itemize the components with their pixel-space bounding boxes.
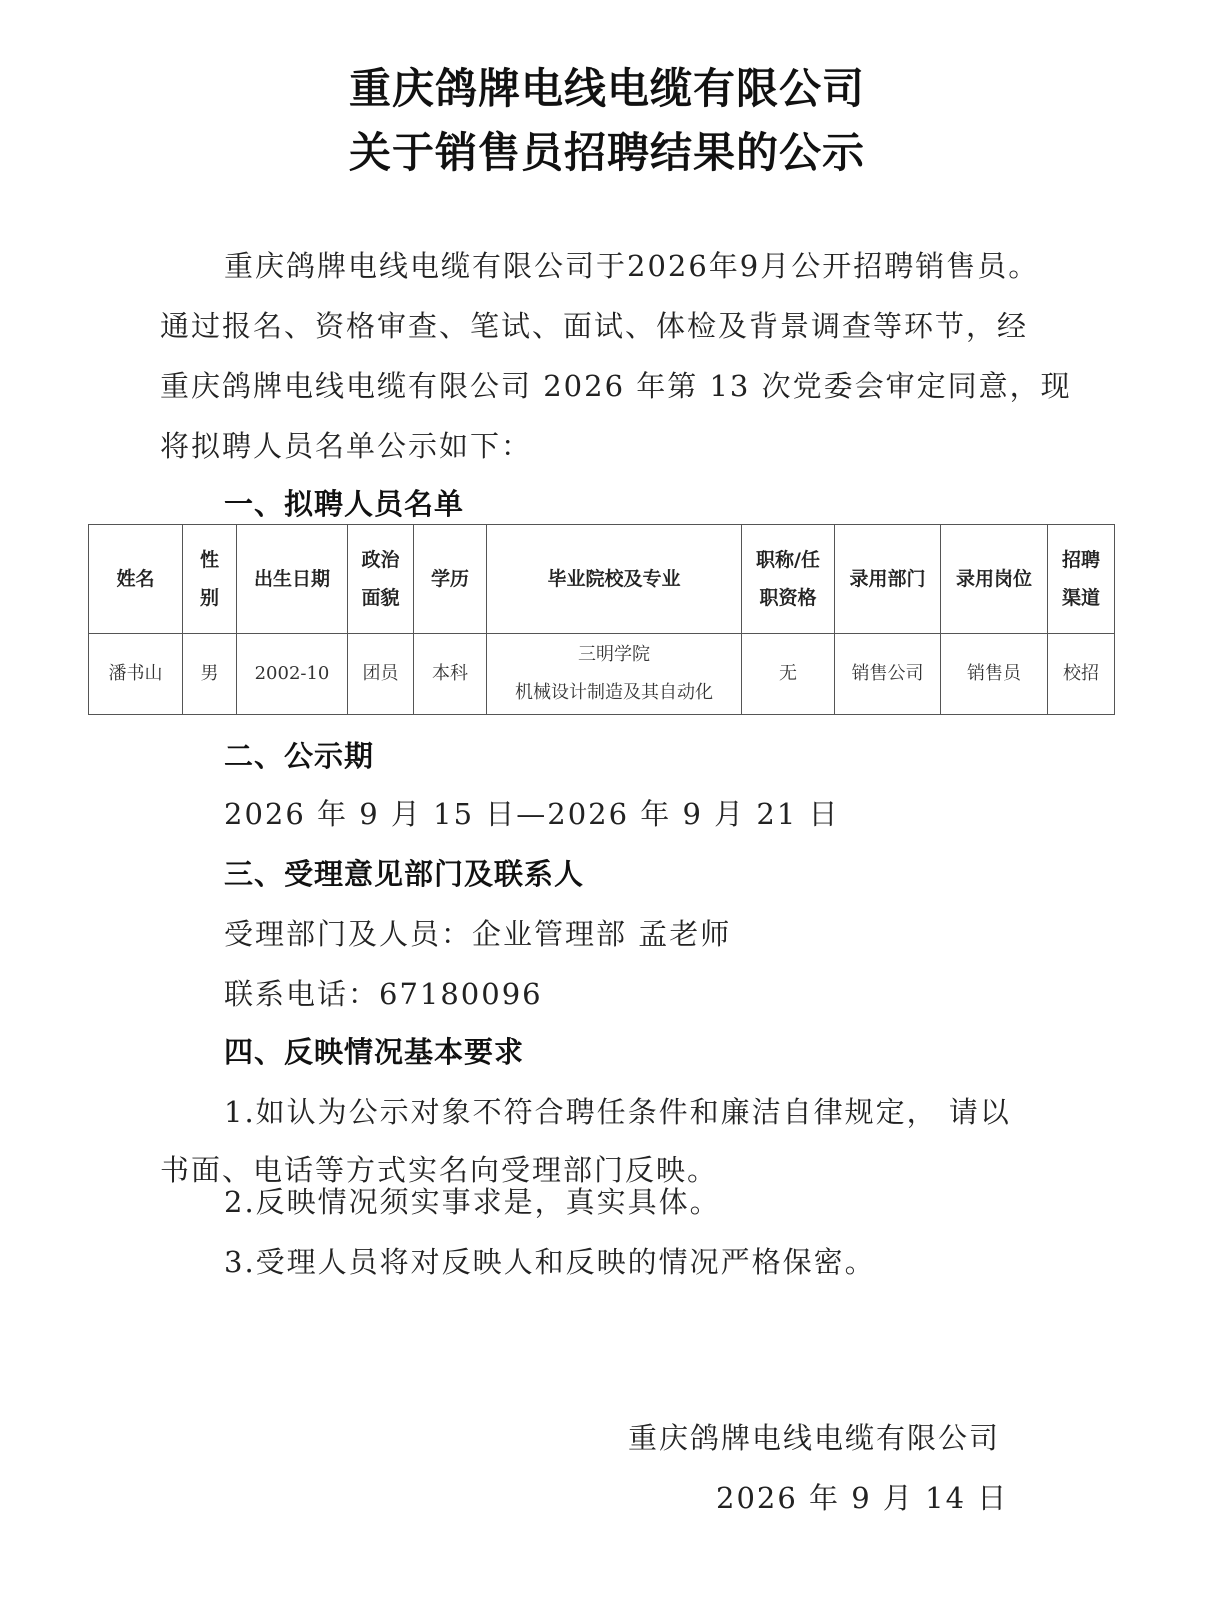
cell-position: 销售员 [941,634,1048,715]
cell-major: 机械设计制造及其自动化 [515,682,713,703]
intro-line-4: 将拟聘人员名单公示如下： [160,429,533,463]
intro-line-2: 通过报名、资格审查、笔试、面试、体检及背景调查等环节，经 [160,309,1029,343]
cell-school-name: 三明学院 [578,644,650,665]
header-title-2: 职资格 [759,587,817,609]
document-title-line1: 重庆鸽牌电线电缆有限公司 [348,64,865,113]
header-position: 录用岗位 [941,525,1048,634]
cell-gender: 男 [183,634,237,715]
cell-school [487,634,742,715]
header-birth: 出生日期 [237,525,348,634]
intro-line-3: 重庆鸽牌电线电缆有限公司 2026 年第 13 次党委会审定同意，现 [160,369,1072,403]
intro-line-1: 重庆鸽牌电线电缆有限公司于2026年9月公开招聘销售员。 [224,249,1040,283]
header-channel-2: 渠道 [1061,587,1100,609]
header-gender-2: 别 [199,587,219,609]
section-heading-requirements: 四、反映情况基本要求 [224,1035,525,1069]
contact-person: 受理部门及人员：企业管理部 孟老师 [224,917,732,951]
header-title-1: 职称/任 [756,549,820,571]
cell-birth: 2002-10 [237,634,348,715]
header-political-1: 政治 [361,549,400,571]
document-title-line2: 关于销售员招聘结果的公示 [348,128,865,177]
cell-channel: 校招 [1048,634,1115,715]
contact-phone: 联系电话：67180096 [224,977,543,1011]
header-department: 录用部门 [835,525,941,634]
requirement-1-line-2: 书面、电话等方式实名向受理部门反映。 [160,1153,719,1187]
cell-department: 销售公司 [835,634,941,715]
header-channel [1048,525,1115,634]
header-gender [183,525,237,634]
header-gender-1: 性 [199,549,219,571]
cell-education: 本科 [414,634,487,715]
header-education: 学历 [414,525,487,634]
header-political [348,525,414,634]
header-political-2: 面貌 [361,587,400,609]
section-heading-candidates: 一、拟聘人员名单 [224,487,465,521]
cell-name: 潘书山 [89,634,183,715]
publicity-period: 2026 年 9 月 15 日—2026 年 9 月 21 日 [224,797,840,831]
section-heading-period: 二、公示期 [224,739,375,773]
candidate-table [88,524,1115,715]
table-header-row [89,525,1115,634]
header-name: 姓名 [89,525,183,634]
header-title [742,525,835,634]
header-channel-1: 招聘 [1061,549,1100,571]
table-row [89,634,1115,715]
signature-date: 2026 年 9 月 14 日 [716,1481,1009,1515]
section-heading-contact: 三、受理意见部门及联系人 [224,857,585,891]
cell-political: 团员 [348,634,414,715]
cell-qualification: 无 [742,634,835,715]
requirement-3: 3.受理人员将对反映人和反映的情况严格保密。 [224,1245,876,1279]
requirement-1-line-1: 1.如认为公示对象不符合聘任条件和廉洁自律规定， 请以 [224,1095,1011,1129]
signature-company: 重庆鸽牌电线电缆有限公司 [628,1421,1001,1455]
header-school: 毕业院校及专业 [487,525,742,634]
requirement-2: 2.反映情况须实事求是，真实具体。 [224,1185,721,1219]
